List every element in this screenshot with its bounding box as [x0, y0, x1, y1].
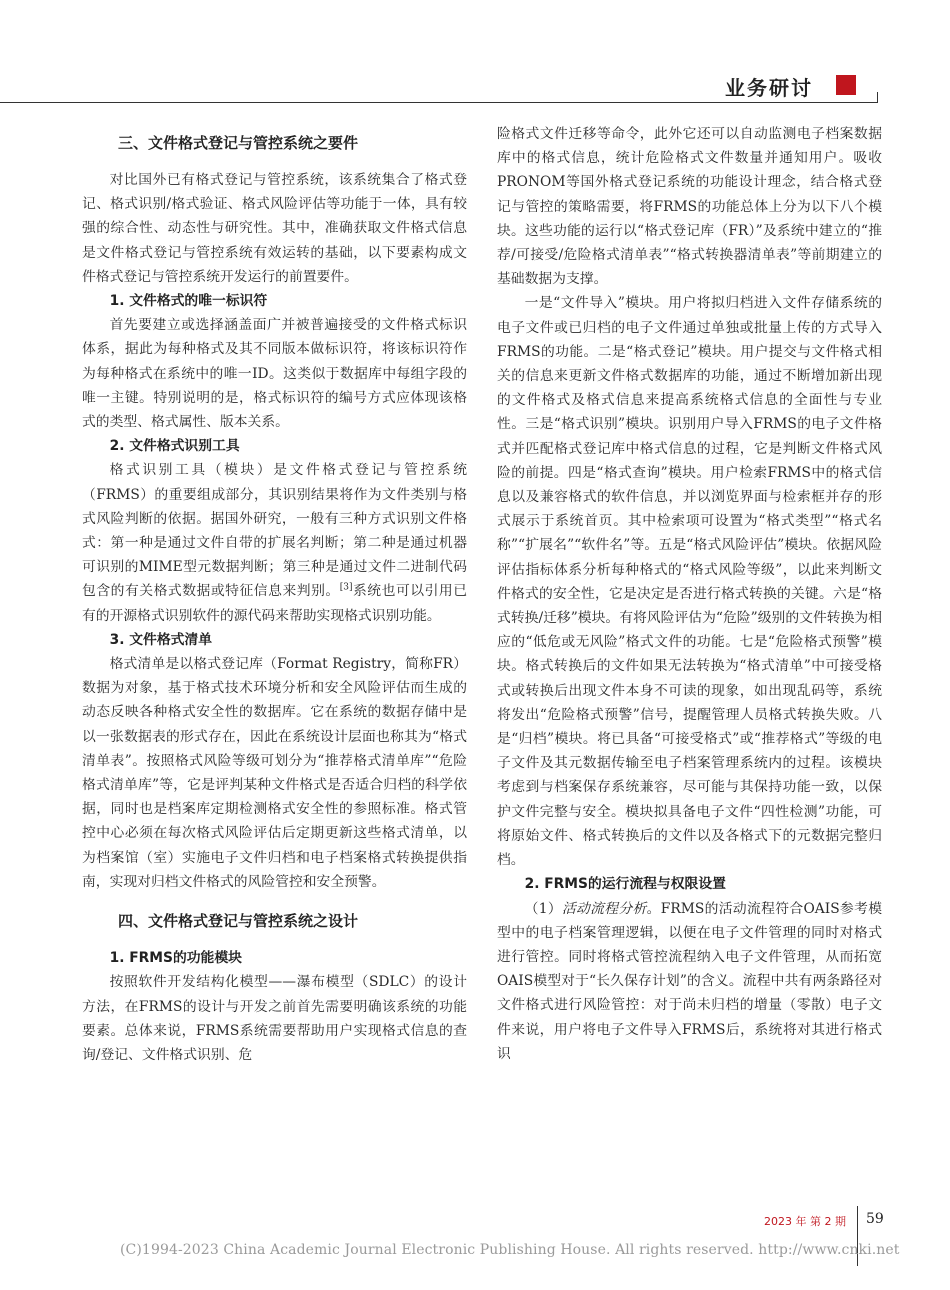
- paragraph-intro: 对比国外已有格式登记与管控系统，该系统集合了格式登记、格式识别/格式验证、格式风险评估等功能于一体，具有较强的综合性、动态性与研究性。其中，准确获取文件格式信息是文件格式登记与管控系统有效运转的基础，以下要素构成文件格式登记与管控系统开发运行的前置要件。: [82, 172, 467, 285]
- heading-unique-identifier: 1. 文件格式的唯一标识符: [109, 293, 268, 310]
- issue-label: 2023 年 第 2 期: [764, 1215, 846, 1228]
- copyright-watermark: (C)1994-2023 China Academic Journal Electronic Publishing House. All rights reserved. http://www.cnki.net: [120, 1242, 900, 1258]
- text-run: 系统也可以引用已有的开源格式识别软件的源代码来帮助实现格式识别功能。: [82, 583, 468, 624]
- section-marker-square: [836, 75, 856, 95]
- page-number: 59: [866, 1211, 884, 1227]
- paragraph-eight-modules: 一是“文件导入”模块。用户将拟归档进入文件存储系统的电子文件或已归档的电子文件通过单独或批量上传的方式导入FRMS的功能。二是“格式登记”模块。用户提交与文件格式相关的信息来更新文件格式数据库的功能，通过不断增加新出现的文件格式及格式信息来提高系统格式信息的全面性与专业性。三是“格式识别”模块。识别用户导入FRMS的电子文件格式并匹配格式登记库中格式信息的过程，它是判断文件格式风险的前提。四是“格式查询”模块。用户检索FRMS中的格式信息以及兼容格式的软件信息，并以浏览界面与检索框并存的形式展示于系统首页。其中检索项可设置为“格式类型”“格式名称”“扩展名”“软件名”等。五是“格式风险评估”模块。依据风险评估指标体系分析每种格式的“格式风险等级”，以此来判断文件格式的安全性，它是决定是否进行格式转换的关键。六是“格式转换/迁移”模块。有将风险评估为“危险”级别的文件转换为相应的“低危或无风险”格式文件的功能。七是“危险格式预警”模块。格式转换后的文件如果无法转换为“格式清单”中可接受格式或转换后出现文件本身不可读的现象，如出现乱码等，系统将发出“危险格式预警”信号，提醒管理人员格式转换失败。八是“归档”模块。将已具备“可接受格式”或“推荐格式”等级的电子文件及其元数据传输至电子档案管理系统内的过程。该模块考虑到与档案保存系统兼容，尽可能与其保持功能一致，以保护文件完整与安全。模块拟具备电子文件“四性检测”功能，可将原始文件、格式转换后的文件以及各格式下的元数据完整归档。: [497, 295, 882, 869]
- paragraph-format-list: 格式清单是以格式登记库（Format Registry，简称FR）数据为对象，基于格式技术环境分析和安全风险评估而生成的动态反映各种格式安全性的数据库。它在系统的数据存储中是以一张数据表的形式存在，因此在系统设计层面也称其为“格式清单表”。按照格式风险等级可划分为“推荐格式清单库”“危险格式清单库”等，它是评判某种文件格式是否适合归档的科学依据，同时也是档案库定期检测格式安全性的参照标准。格式管控中心必须在每次格式风险评估后定期更新这些格式清单，以为档案馆（室）实施电子文件归档和电子档案格式转换提供指南，实现对归档文件格式的风险管控和安全预警。: [82, 656, 467, 890]
- section-title: 业务研讨: [725, 76, 813, 100]
- heading-frms-modules: 1. FRMS的功能模块: [109, 950, 242, 967]
- heading-format-list: 3. 文件格式清单: [109, 631, 213, 648]
- heading-workflow-permissions: 2. FRMS的运行流程与权限设置: [524, 876, 726, 893]
- text-run: 。FRMS的活动流程符合OAIS参考模型中的电子档案管理逻辑，以便在电子文件管理的同时对格式进行管控。同时将格式管控流程纳入电子文件管理，从而拓宽OAIS模型对于“长久保存计划”的含义。流程中共有两条路径对文件格式进行风险管控：对于尚未归档的增量（零散）电子文件来说，用户将电子文件导入FRMS后，系统将对其进行格式识: [497, 900, 883, 1062]
- paragraph-continued: 险格式文件迁移等命令，此外它还可以自动监测电子档案数据库中的格式信息，统计危险格式文件数量并通知用户。吸收PRONOM等国外格式登记系统的功能设计理念，结合格式登记与管控的策略需要，将FRMS的功能总体上分为以下八个模块。这些功能的运行以“格式登记库（FR）”及系统中建立的“推荐/可接受/危险格式清单表”“格式转换器清单表”等前期建立的基础数据为支撑。: [497, 126, 882, 288]
- paragraph-frms-modules: 按照软件开发结构化模型——瀑布模型（SDLC）的设计方法，在FRMS的设计与开发之前首先需要明确该系统的功能要素。总体来说，FRMS系统需要帮助用户实现格式信息的查询/登记、文件格式识别、危: [82, 974, 467, 1063]
- right-column: [497, 122, 882, 1066]
- text-run: （1）: [524, 900, 562, 917]
- paragraph-activity-flow: [497, 897, 882, 1066]
- italic-term: 活动流程分析: [561, 900, 647, 917]
- header-rule: [0, 102, 878, 103]
- paragraph-identification-tool: [82, 458, 467, 627]
- heading-identification-tool: 2. 文件格式识别工具: [109, 438, 240, 455]
- text-run: 格式识别工具（模块）是文件格式登记与管控系统（FRMS）的重要组成部分，其识别结果将作为文件类别与格式风险判断的依据。据国外研究，一般有三种方式识别文件格式：第一种是通过文件自带的扩展名判断；第二种是通过机器可识别的MIME型元数据判断；第三种是通过文件二进制代码包含的有关格式数据或特征信息来判别。: [82, 462, 467, 600]
- left-column: [82, 122, 467, 1067]
- paragraph-unique-identifier: 首先要建立或选择涵盖面广并被普遍接受的文件格式标识体系，据此为每种格式及其不同版本做标识符，将该标识符作为每种格式在系统中的唯一ID。这类似于数据库中每组字段的唯一主键。特别说明的是，格式标识符的编号方式应体现该格式的类型、格式属性、版本关系。: [82, 317, 467, 431]
- heading-section-4: 四、文件格式登记与管控系统之设计: [118, 912, 359, 931]
- heading-section-3: 三、文件格式登记与管控系统之要件: [118, 134, 359, 152]
- citation-ref: [3]: [339, 582, 353, 593]
- header-rule-tick: [877, 92, 878, 103]
